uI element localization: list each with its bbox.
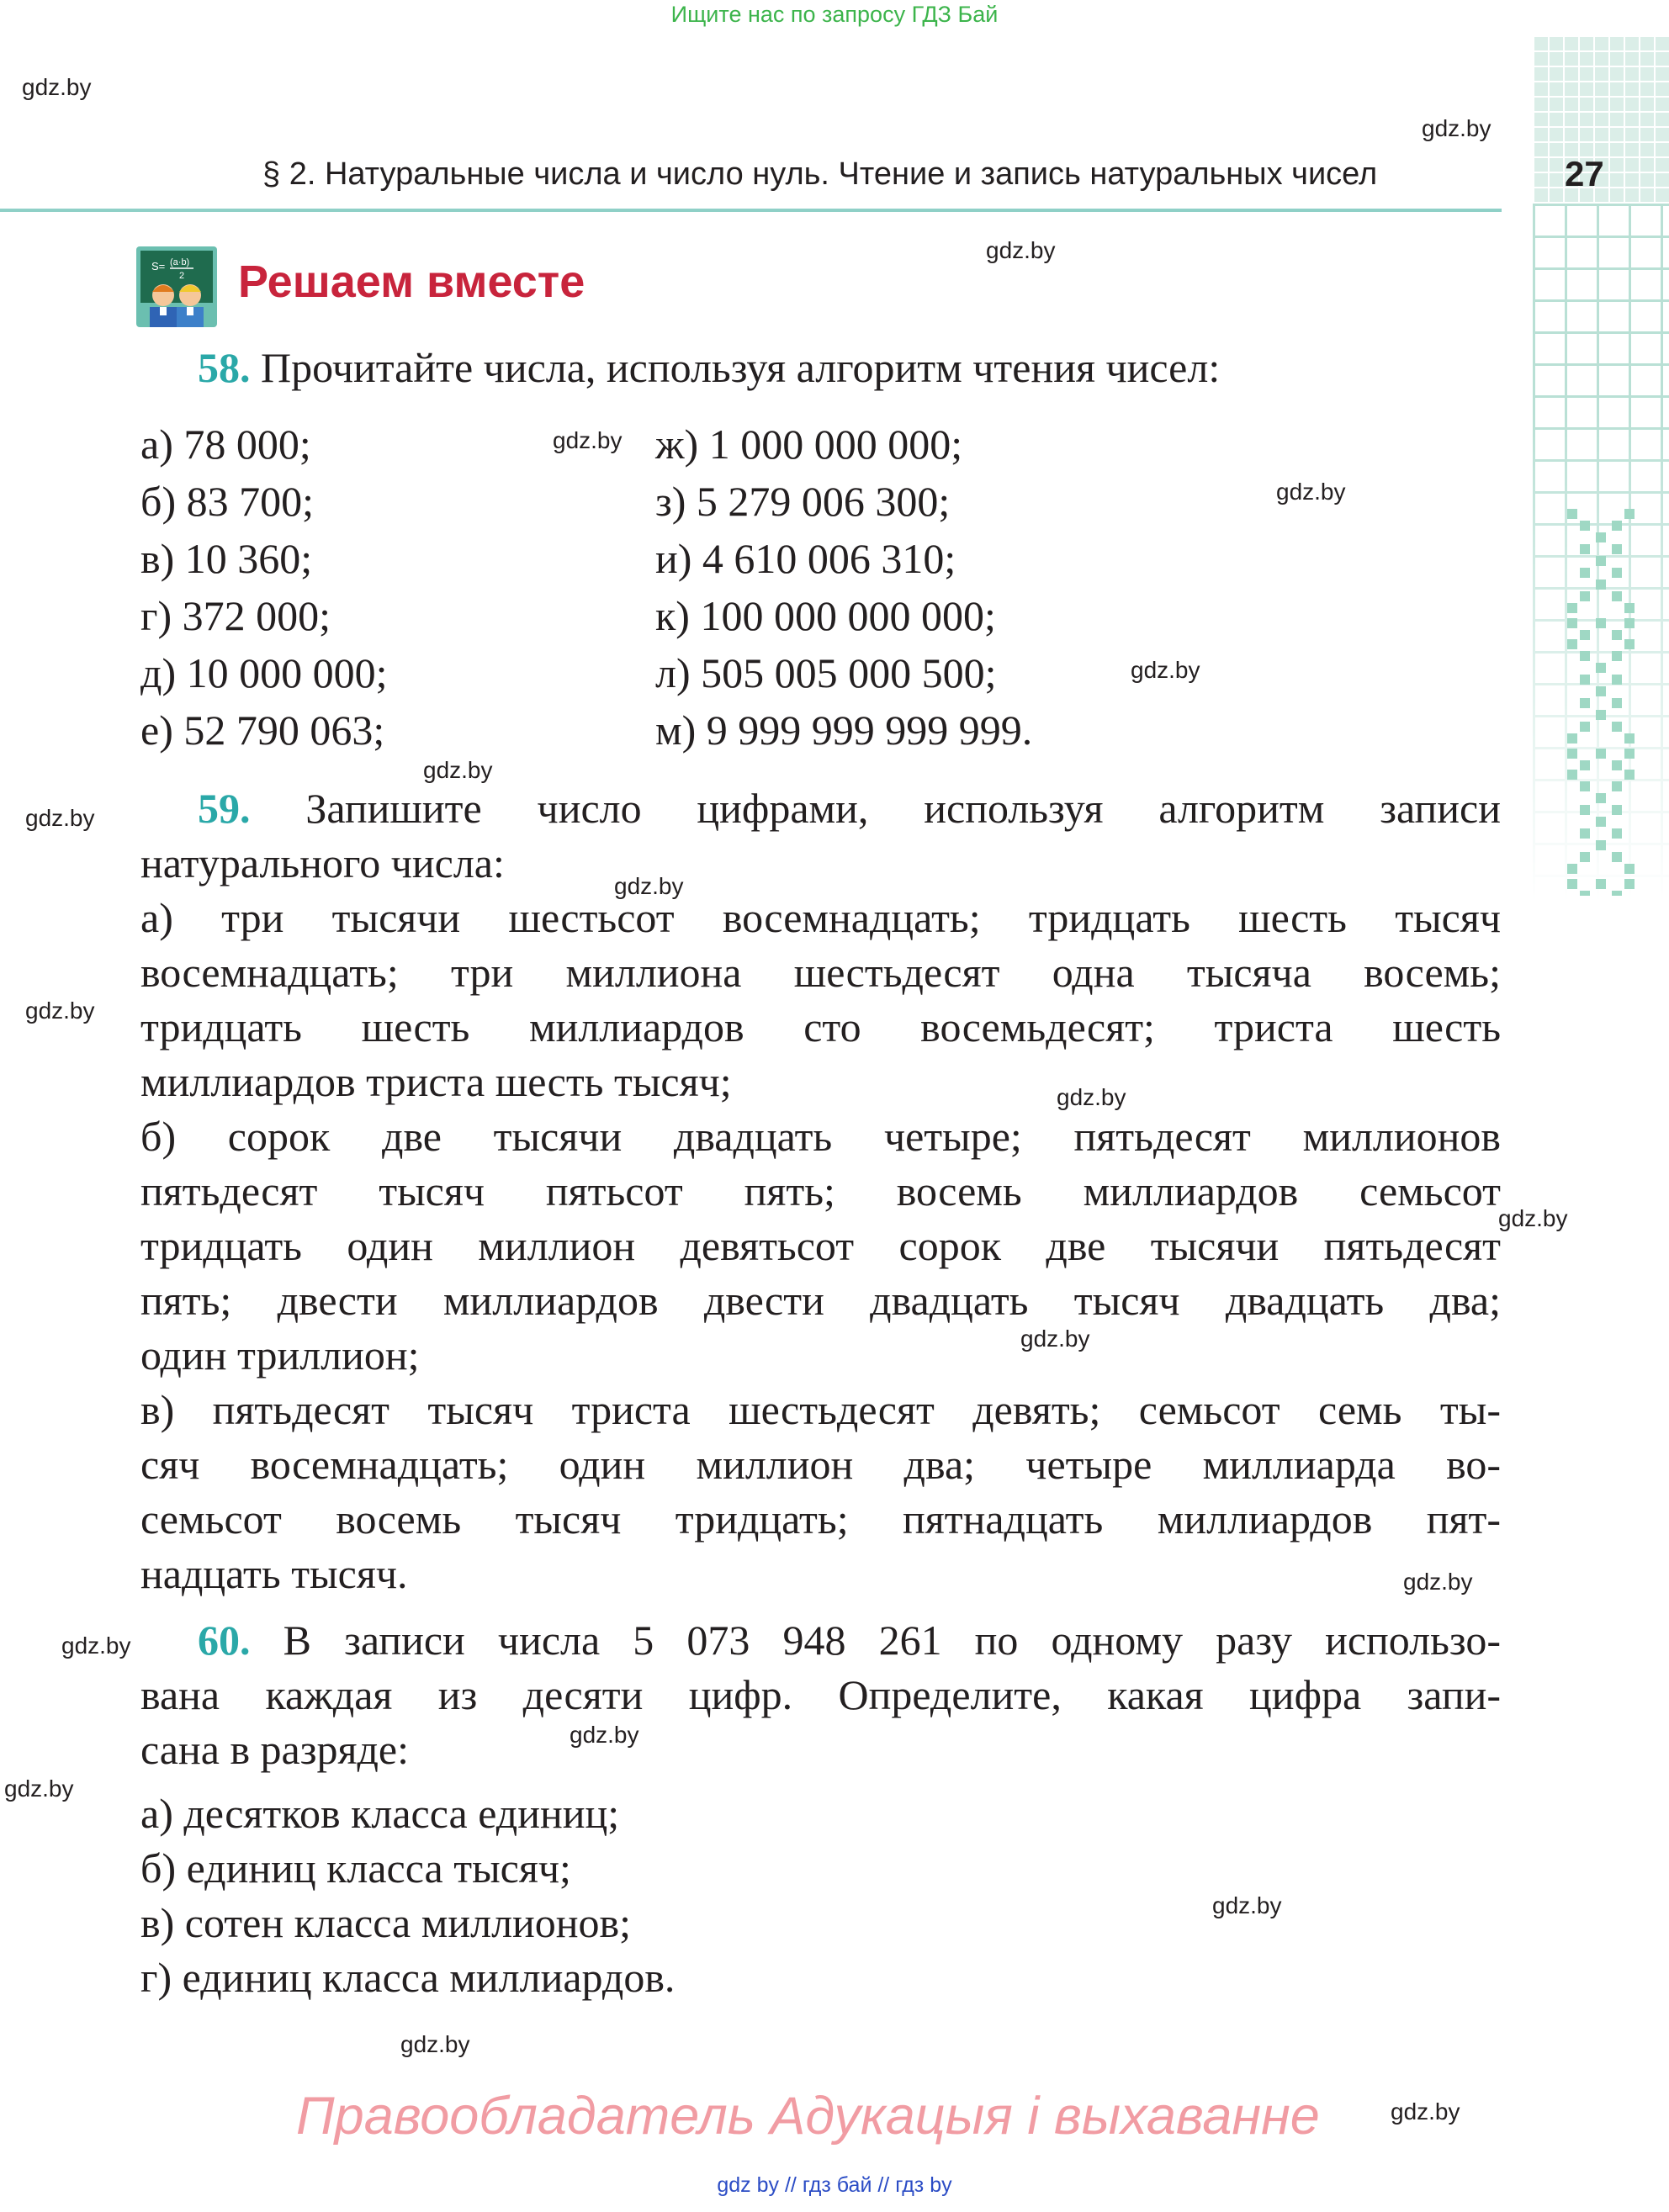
list-item: к) 100 000 000 000; xyxy=(655,592,996,639)
list-item: г) единиц класса миллиардов. xyxy=(140,1954,676,2001)
watermark: gdz.by xyxy=(1422,115,1492,141)
task-59-statement xyxy=(198,781,1501,836)
text-line: вана каждая из десяти цифр. Определите, какая цифра запи- xyxy=(140,1671,1501,1718)
text-line: сана в разряде: xyxy=(140,1726,410,1773)
watermark: gdz.by xyxy=(4,1775,74,1802)
watermark: gdz.by xyxy=(986,237,1056,263)
task-text: В записи числа 5 073 948 261 по одному разу использо- xyxy=(283,1617,1501,1664)
text-line: тридцать шесть миллиардов сто восемьдесят; триста шесть xyxy=(140,1003,1501,1050)
list-item: а) десятков класса единиц; xyxy=(140,1790,620,1837)
list-item: в) сотен класса миллионов; xyxy=(140,1899,632,1946)
watermark: gdz.by xyxy=(1057,1084,1126,1110)
svg-text:2: 2 xyxy=(179,271,185,281)
watermark: gdz.by xyxy=(25,998,95,1024)
footer-links[interactable]: gdz by // гдз бай // гдз by xyxy=(717,2173,952,2197)
watermark: gdz.by xyxy=(423,757,493,783)
list-item: б) единиц класса тысяч; xyxy=(140,1844,571,1892)
text-line: семьсот восемь тысяч тридцать; пятнадцать миллиардов пят- xyxy=(140,1495,1501,1543)
watermark: gdz.by xyxy=(1276,479,1346,505)
watermark: gdz.by xyxy=(553,427,623,453)
list-item: в) 10 360; xyxy=(140,535,313,582)
copyright-notice: Правообладатель Адукацыя і выхаванне xyxy=(296,2087,1320,2146)
ornament-icon xyxy=(1563,509,1639,896)
text-line: надцать тысяч. xyxy=(140,1550,408,1597)
list-item: ж) 1 000 000 000; xyxy=(655,421,963,468)
text-line: восемнадцать; три миллиона шестьдесят одна тысяча восемь; xyxy=(140,949,1501,996)
text-line: в) пятьдесят тысяч триста шестьдесят девять; семьсот семь ты- xyxy=(140,1386,1501,1433)
text-line: б) сорок две тысячи двадцать четыре; пятьдесят миллионов xyxy=(140,1113,1501,1160)
section-title: § 2. Натуральные числа и число нуль. Чтение и запись натуральных чисел xyxy=(262,156,1378,192)
watermark: gdz.by xyxy=(22,74,92,100)
text-line: пять; двести миллиардов двести двадцать тысяч двадцать два; xyxy=(140,1277,1501,1324)
text-line: сяч восемнадцать; один миллион два; четыре миллиарда во- xyxy=(140,1441,1501,1488)
watermark: gdz.by xyxy=(1020,1326,1090,1352)
task-text: Прочитайте числа, используя алгоритм чтения чисел: xyxy=(261,344,1221,391)
header-divider xyxy=(0,209,1502,212)
list-item: м) 9 999 999 999 999. xyxy=(655,706,1033,754)
text-line: пятьдесят тысяч пятьсот пять; восемь миллиардов семьсот xyxy=(140,1167,1501,1214)
list-item: з) 5 279 006 300; xyxy=(655,478,951,525)
text-line: натурального числа: xyxy=(140,839,505,886)
text-line: тридцать один миллион девятьсот сорок две тысячи пятьдесят xyxy=(140,1222,1501,1269)
list-item: а) 78 000; xyxy=(140,421,311,468)
task-text: Запишите число цифрами, используя алгоритм записи xyxy=(305,785,1501,832)
list-item: г) 372 000; xyxy=(140,592,331,639)
list-item: е) 52 790 063; xyxy=(140,706,385,754)
watermark: gdz.by xyxy=(61,1633,131,1659)
task-60-statement xyxy=(198,1613,1501,1668)
text-line: а) три тысячи шестьсот восемнадцать; тридцать шесть тысяч xyxy=(140,894,1501,941)
svg-text:S=: S= xyxy=(151,260,166,273)
task-number: 60. xyxy=(198,1617,251,1664)
task-number: 59. xyxy=(198,785,251,832)
list-item: б) 83 700; xyxy=(140,478,314,525)
list-item: л) 505 005 000 500; xyxy=(655,649,997,696)
page-number: 27 xyxy=(1565,154,1604,193)
watermark: gdz.by xyxy=(1212,1892,1282,1918)
watermark: gdz.by xyxy=(25,805,95,831)
section-heading: Решаем вместе xyxy=(238,257,585,307)
blackboard-students-icon xyxy=(136,246,217,327)
list-item: и) 4 610 006 310; xyxy=(655,535,956,582)
task-58-statement xyxy=(198,344,1221,391)
top-promo-text: Ищите нас по запросу ГДЗ Бай xyxy=(670,2,999,27)
watermark: gdz.by xyxy=(1498,1205,1568,1231)
watermark: gdz.by xyxy=(1391,2098,1460,2125)
text-line: один триллион; xyxy=(140,1331,420,1379)
watermark: gdz.by xyxy=(1403,1569,1473,1595)
list-item: д) 10 000 000; xyxy=(140,649,388,696)
watermark: gdz.by xyxy=(400,2031,470,2057)
task-number: 58. xyxy=(198,344,251,391)
svg-text:(a·b): (a·b) xyxy=(170,257,190,267)
watermark: gdz.by xyxy=(1131,657,1200,683)
watermark: gdz.by xyxy=(614,873,684,899)
watermark: gdz.by xyxy=(570,1722,639,1748)
text-line: миллиардов триста шесть тысяч; xyxy=(140,1058,732,1105)
